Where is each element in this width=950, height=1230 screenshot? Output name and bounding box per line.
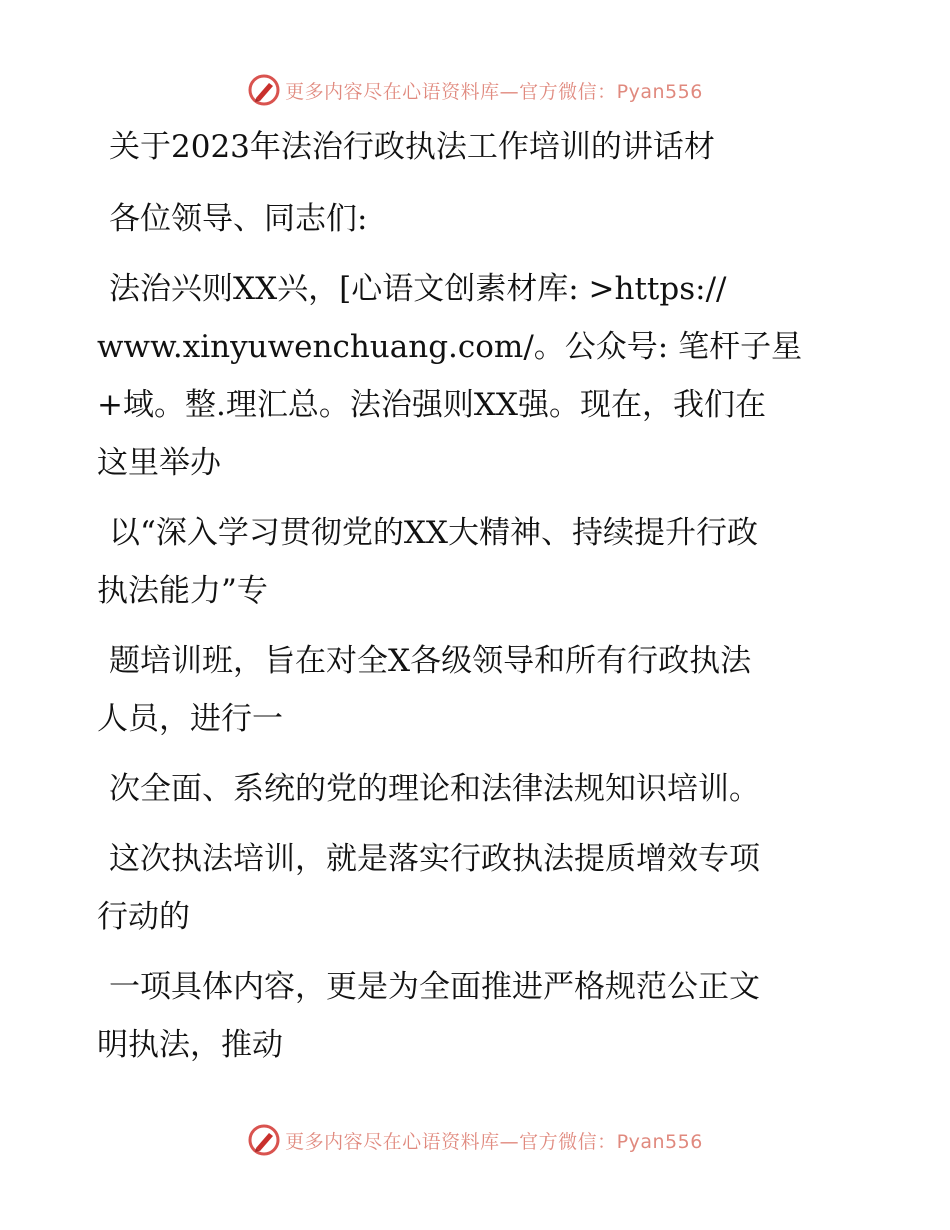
pen-logo-icon [247, 73, 281, 107]
header-watermark-text: 更多内容尽在心语资料库—官方微信：Pyan556 [285, 80, 703, 103]
document-body [97, 118, 857, 1086]
header-watermark-banner [0, 70, 950, 110]
body-paragraph: 以“深入学习贯彻党的XX大精神、持续提升行政 执法能力”专 [97, 515, 758, 609]
body-paragraph: 题培训班，旨在对全X各级领导和所有行政执法 人员，进行一 [97, 643, 752, 737]
body-paragraph: 次全面、系统的党的理论和法律法规知识培训。 [109, 771, 760, 807]
footer-watermark-banner [0, 1120, 950, 1160]
salutation-paragraph: 各位领导、同志们: [109, 201, 368, 237]
pen-logo-icon [247, 1123, 281, 1157]
document-title: 关于2023年法治行政执法工作培训的讲话材 [109, 129, 715, 165]
body-paragraph: 一项具体内容，更是为全面推进严格规范公正文 明执法，推动 [97, 969, 760, 1063]
body-paragraph: 这次执法培训，就是落实行政执法提质增效专项 行动的 [97, 841, 760, 935]
body-paragraph: 法治兴则XX兴，[心语文创素材库: >https:// www.xinyuwenchuang.com/。公众号: 笔杆子星 +域。整.理汇总。法治强则XX强。现在，我们在 这里举办 [97, 271, 803, 481]
footer-watermark-text: 更多内容尽在心语资料库—官方微信：Pyan556 [285, 1130, 703, 1153]
